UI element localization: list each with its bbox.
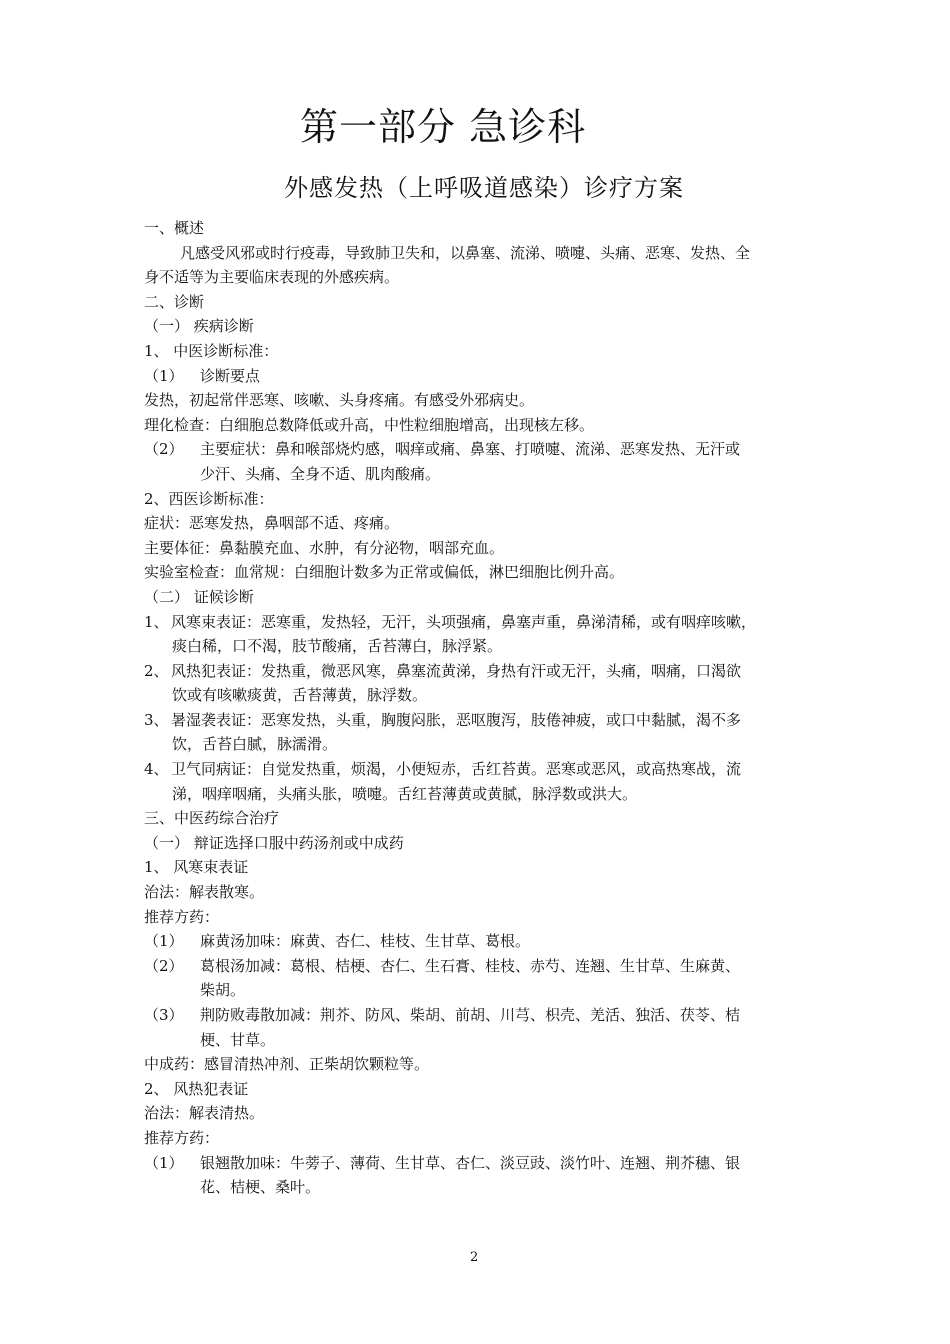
text-line (144, 880, 812, 905)
line-text: 推荐方药： (144, 1128, 220, 1147)
text-line (144, 290, 812, 315)
line-text: 2、 风热犯表证 (144, 1079, 249, 1098)
item-number: （1） (144, 932, 184, 951)
text-line (144, 1126, 812, 1151)
text-line (144, 314, 812, 339)
item-number: （2） (144, 956, 184, 975)
text-line (144, 708, 812, 733)
line-text: 少汗、头痛、全身不适、肌肉酸痛。 (200, 464, 441, 483)
line-text: 2、西医诊断标准： (144, 489, 274, 508)
text-line (144, 1101, 812, 1126)
line-text: 推荐方药： (144, 907, 220, 926)
line-text: 主要症状：鼻和喉部烧灼感，咽痒或痛、鼻塞、打喷嚏、流涕、恶寒发热、无汗或 (200, 440, 741, 459)
text-line (144, 1052, 812, 1077)
line-text: 1、 风寒束表证 (144, 858, 249, 877)
line-text: 荆防败毒散加减：荆芥、防风、柴胡、前胡、川芎、枳壳、羌活、独活、茯苓、桔 (200, 1006, 741, 1024)
text-line (144, 364, 812, 389)
item-number: （1） (144, 1153, 184, 1172)
text-line (144, 929, 812, 954)
text-line (144, 831, 812, 856)
line-text: 梗、甘草。 (200, 1030, 276, 1049)
item-number: 4、 (144, 760, 169, 779)
item-number: （3） (144, 1006, 184, 1024)
line-text: 二、诊断 (144, 292, 205, 311)
text-line (144, 954, 812, 979)
line-text: 治法：解表清热。 (144, 1104, 265, 1123)
text-line (144, 388, 812, 413)
line-text: 主要体征：鼻黏膜充血、水肿，有分泌物，咽部充血。 (144, 538, 505, 557)
line-text: 凡感受风邪或时行疫毒，导致肺卫失和，以鼻塞、流涕、喷嚏、头痛、恶寒、发热、全 (180, 243, 751, 262)
page-number: 2 (470, 1250, 479, 1265)
line-text: （一） 辩证选择口服中药汤剂或中成药 (144, 833, 404, 852)
document-subtitle: 外感发热（上呼吸道感染）诊疗方案 (284, 174, 684, 202)
line-text: 卫气同病证：自觉发热重，烦渴，小便短赤，舌红苔黄。恶寒或恶风，或高热寒战，流 (171, 760, 742, 779)
text-line (144, 413, 812, 438)
item-number: （2） (144, 440, 184, 459)
text-line (144, 1175, 812, 1200)
text-line (144, 1003, 812, 1028)
text-line (144, 855, 812, 880)
text-line (144, 437, 812, 462)
item-number: 3、 (144, 710, 169, 729)
line-text: 饮或有咳嗽痰黄，舌苔薄黄，脉浮数。 (172, 686, 428, 705)
line-text: 风寒束表证：恶寒重，发热轻，无汗，头项强痛，鼻塞声重，鼻涕清稀，或有咽痒咳嗽， (171, 612, 757, 631)
line-text: 柴胡。 (200, 981, 246, 1000)
text-line (144, 536, 812, 561)
text-line (144, 757, 812, 782)
line-text: （一） 疾病诊断 (144, 317, 254, 336)
item-number: 2、 (144, 661, 169, 680)
text-line (144, 806, 812, 831)
text-line (144, 585, 812, 610)
line-text: 银翘散加味：牛蒡子、薄荷、生甘草、杏仁、淡豆豉、淡竹叶、连翘、荆芥穗、银 (200, 1153, 741, 1172)
line-text: 实验室检查：血常规：白细胞计数多为正常或偏低，淋巴细胞比例升高。 (144, 563, 625, 582)
item-number: 1、 (144, 612, 169, 631)
line-text: 发热，初起常伴恶寒、咳嗽、头身疼痛。有感受外邪病史。 (144, 391, 535, 410)
text-line (144, 216, 812, 241)
line-text: 中成药：感冒清热冲剂、正柴胡饮颗粒等。 (144, 1055, 430, 1074)
text-line (144, 905, 812, 930)
line-text: 一、概述 (144, 219, 205, 237)
line-text: 饮，舌苔白腻，脉濡滑。 (172, 735, 338, 754)
line-text: （二） 证候诊断 (144, 587, 254, 606)
text-line (144, 511, 812, 536)
line-text: 三、中医药综合治疗 (144, 809, 280, 828)
text-line (144, 339, 812, 364)
text-line (144, 1077, 812, 1102)
line-text: 葛根汤加减：葛根、桔梗、杏仁、生石膏、桂枝、赤芍、连翘、生甘草、生麻黄、 (200, 956, 741, 975)
text-line (144, 560, 812, 585)
text-line (144, 732, 812, 757)
text-line (144, 610, 812, 635)
item-number: （1） (144, 366, 184, 385)
text-line (144, 241, 812, 266)
line-text: 1、 中医诊断标准： (144, 341, 279, 360)
line-text: 花、桔梗、桑叶。 (200, 1178, 321, 1197)
line-text: 痰白稀，口不渴，肢节酸痛，舌苔薄白，脉浮紧。 (172, 637, 503, 656)
line-text: 诊断要点 (200, 366, 261, 385)
line-text: 暑湿袭表证：恶寒发热，头重，胸腹闷胀，恶呕腹泻，肢倦神疲，或口中黏腻，渴不多 (171, 710, 742, 729)
text-line (144, 462, 812, 487)
text-line (144, 978, 812, 1003)
page-title: 第一部分 急诊科 (300, 105, 587, 149)
text-line (144, 659, 812, 684)
line-text: 身不适等为主要临床表现的外感疾病。 (144, 268, 400, 287)
text-line (144, 487, 812, 512)
text-line (144, 782, 812, 807)
text-line (144, 683, 812, 708)
text-line (144, 1028, 812, 1053)
text-line (144, 265, 812, 290)
text-line (144, 1151, 812, 1176)
document-body (144, 216, 812, 1200)
line-text: 麻黄汤加味：麻黄、杏仁、桂枝、生甘草、葛根。 (200, 932, 531, 951)
line-text: 风热犯表证：发热重，微恶风寒，鼻塞流黄涕，身热有汗或无汗，头痛，咽痛，口渴欲 (171, 661, 742, 680)
text-line (144, 634, 812, 659)
line-text: 症状：恶寒发热，鼻咽部不适、疼痛。 (144, 514, 400, 533)
line-text: 涕，咽痒咽痛，头痛头胀，喷嚏。舌红苔薄黄或黄腻，脉浮数或洪大。 (172, 784, 638, 803)
line-text: 治法：解表散寒。 (144, 883, 265, 902)
line-text: 理化检查：白细胞总数降低或升高，中性粒细胞增高，出现核左移。 (144, 415, 595, 434)
